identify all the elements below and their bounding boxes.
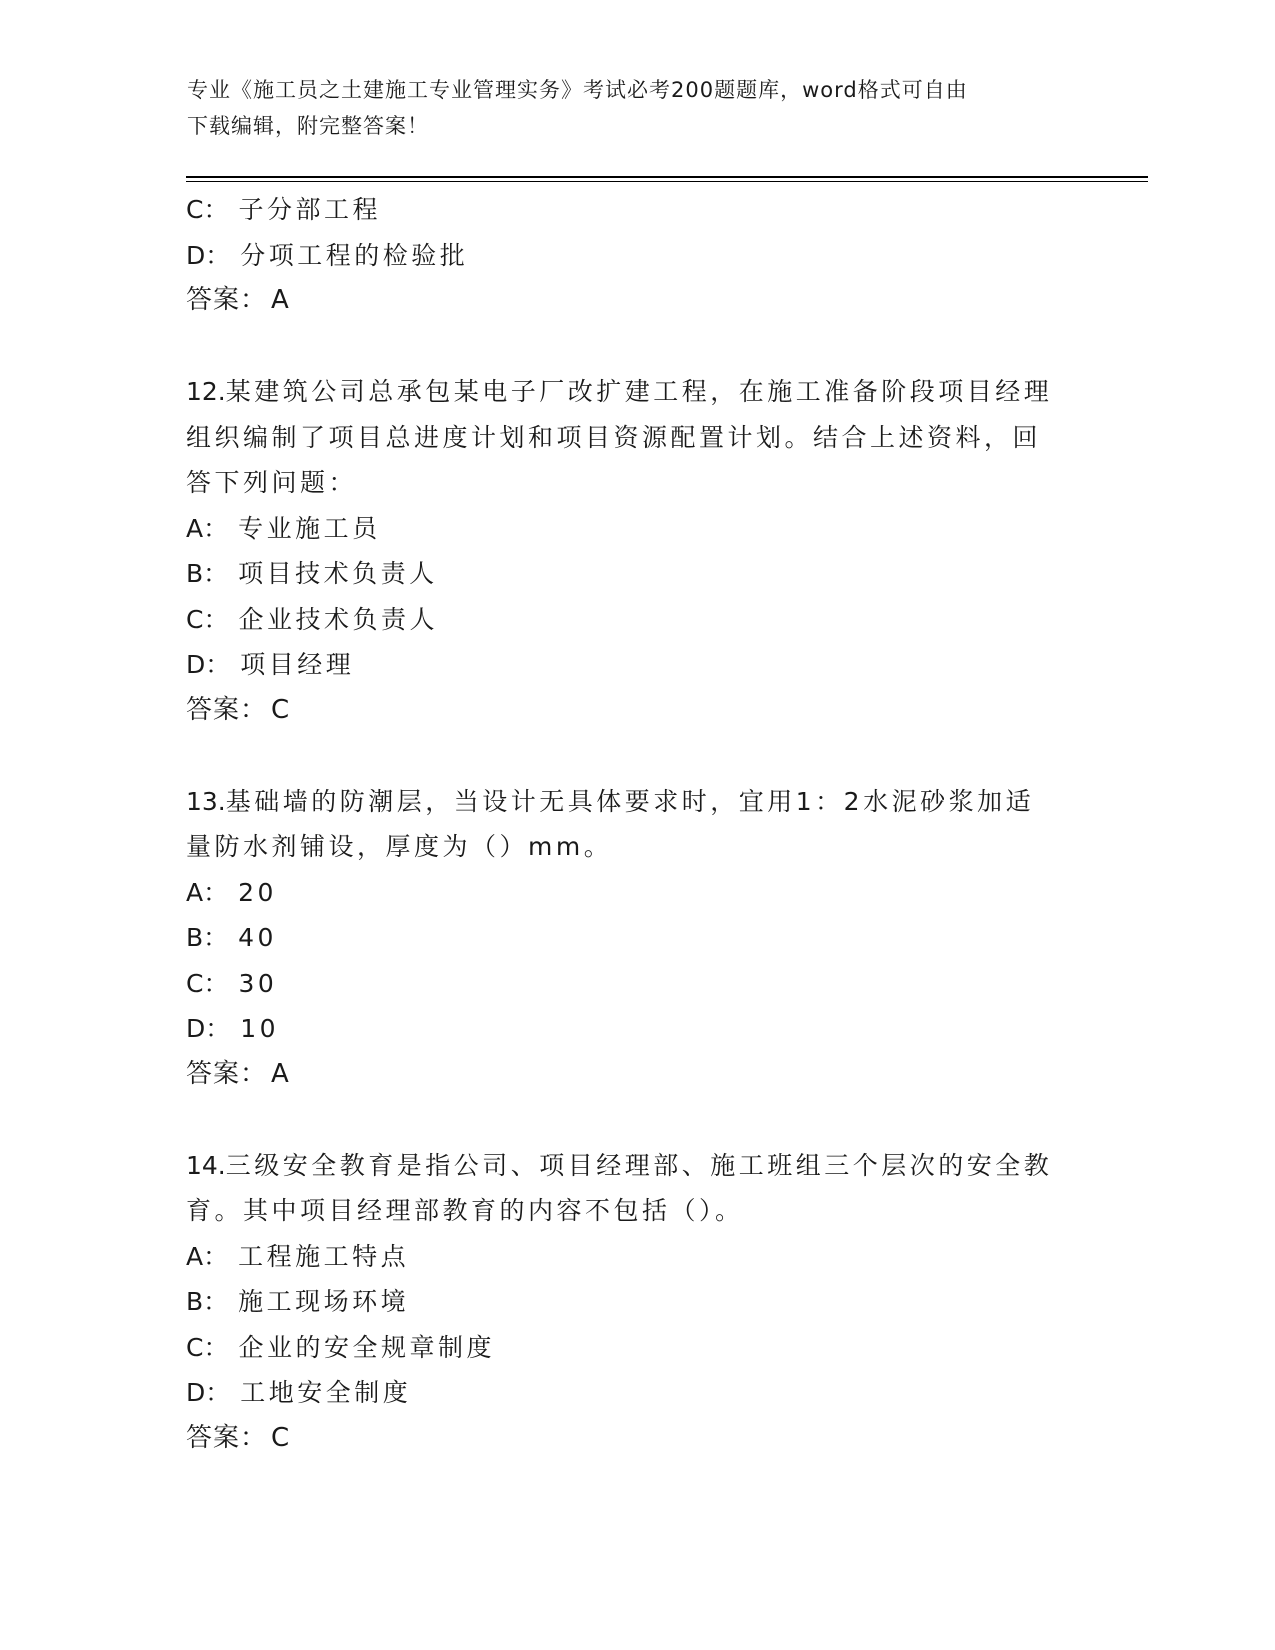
page-header bbox=[187, 72, 1067, 144]
document-body bbox=[186, 187, 1086, 1461]
answer-label: 答案： bbox=[186, 285, 268, 315]
answer-value: A bbox=[271, 285, 290, 315]
option-text: 项目技术负责人 bbox=[238, 559, 438, 588]
answer-label: 答案： bbox=[186, 694, 268, 725]
option-d bbox=[186, 233, 1086, 279]
option-text: 施工现场环境 bbox=[238, 1287, 410, 1316]
answer-line bbox=[186, 1052, 1086, 1098]
option-text: 子分部工程 bbox=[238, 195, 381, 224]
header-divider-thin bbox=[186, 181, 1148, 182]
option-text: 40 bbox=[238, 923, 277, 952]
option-key: C： bbox=[186, 195, 229, 224]
option-d bbox=[186, 1370, 1086, 1416]
question-stem bbox=[186, 369, 1066, 506]
option-c bbox=[186, 961, 1086, 1007]
question-13 bbox=[186, 779, 1086, 1098]
option-key: D： bbox=[186, 240, 231, 270]
option-key: A： bbox=[186, 1241, 229, 1271]
option-key: A： bbox=[186, 513, 229, 543]
header-line-1: 专业《施工员之土建施工专业管理实务》考试必考200题题库，word格式可自由 bbox=[187, 78, 968, 102]
stem-line: 组织编制了项目总进度计划和项目资源配置计划。结合上述资料，回 bbox=[186, 422, 1042, 452]
option-key: A： bbox=[186, 877, 229, 907]
answer-value: A bbox=[271, 1058, 290, 1089]
question-number: 13. bbox=[186, 786, 226, 816]
option-key: B： bbox=[186, 1287, 229, 1316]
option-key: C： bbox=[186, 968, 229, 998]
option-key: B： bbox=[186, 559, 229, 588]
option-text: 30 bbox=[238, 968, 278, 998]
option-text: 专业施工员 bbox=[238, 513, 381, 543]
option-b bbox=[186, 1279, 1086, 1325]
option-a bbox=[186, 1234, 1086, 1280]
option-c bbox=[186, 187, 1086, 233]
option-text: 企业的安全规章制度 bbox=[238, 1332, 495, 1362]
question-number: 12. bbox=[186, 377, 226, 406]
option-key: C： bbox=[186, 1332, 229, 1362]
answer-value: C bbox=[271, 1422, 291, 1453]
spacer bbox=[186, 1097, 1086, 1143]
option-key: D： bbox=[186, 650, 231, 679]
spacer bbox=[186, 324, 1086, 370]
answer-line bbox=[186, 1416, 1086, 1462]
question-14 bbox=[186, 1143, 1086, 1462]
option-text: 工程施工特点 bbox=[238, 1241, 410, 1271]
option-text: 分项工程的检验批 bbox=[240, 240, 469, 270]
option-key: C： bbox=[186, 604, 229, 634]
stem-line: 量防水剂铺设，厚度为（）mm。 bbox=[186, 832, 613, 861]
question-stem bbox=[186, 779, 1066, 870]
answer-line bbox=[186, 278, 1086, 324]
question-number: 14. bbox=[186, 1150, 226, 1180]
option-text: 10 bbox=[240, 1014, 280, 1043]
option-a bbox=[186, 506, 1086, 552]
header-divider-thick bbox=[186, 176, 1148, 178]
option-text: 工地安全制度 bbox=[240, 1378, 412, 1407]
stem-line: 某建筑公司总承包某电子厂改扩建工程，在施工准备阶段项目经理 bbox=[225, 377, 1053, 406]
option-key: B： bbox=[186, 923, 229, 952]
stem-line: 答下列问题： bbox=[186, 468, 358, 497]
answer-value: C bbox=[271, 694, 291, 725]
question-stem bbox=[186, 1143, 1066, 1234]
answer-label: 答案： bbox=[186, 1422, 268, 1453]
question-11-continuation bbox=[186, 187, 1086, 324]
stem-line: 三级安全教育是指公司、项目经理部、施工班组三个层次的安全教 bbox=[225, 1150, 1053, 1180]
spacer bbox=[186, 733, 1086, 779]
option-c bbox=[186, 597, 1086, 643]
option-text: 企业技术负责人 bbox=[238, 604, 438, 634]
option-key: D： bbox=[186, 1014, 231, 1043]
option-a bbox=[186, 870, 1086, 916]
option-d bbox=[186, 642, 1086, 688]
header-line-2: 下载编辑，附完整答案！ bbox=[187, 114, 429, 138]
option-c bbox=[186, 1325, 1086, 1371]
answer-label: 答案： bbox=[186, 1058, 268, 1089]
stem-line: 基础墙的防潮层，当设计无具体要求时，宜用1：2水泥砂浆加适 bbox=[225, 786, 1035, 816]
answer-line bbox=[186, 688, 1086, 734]
option-key: D： bbox=[186, 1378, 231, 1407]
option-text: 项目经理 bbox=[240, 650, 355, 679]
option-b bbox=[186, 915, 1086, 961]
option-text: 20 bbox=[238, 877, 277, 907]
question-12 bbox=[186, 369, 1086, 733]
stem-line: 育。其中项目经理部教育的内容不包括（）。 bbox=[186, 1196, 744, 1225]
option-b bbox=[186, 551, 1086, 597]
option-d bbox=[186, 1006, 1086, 1052]
